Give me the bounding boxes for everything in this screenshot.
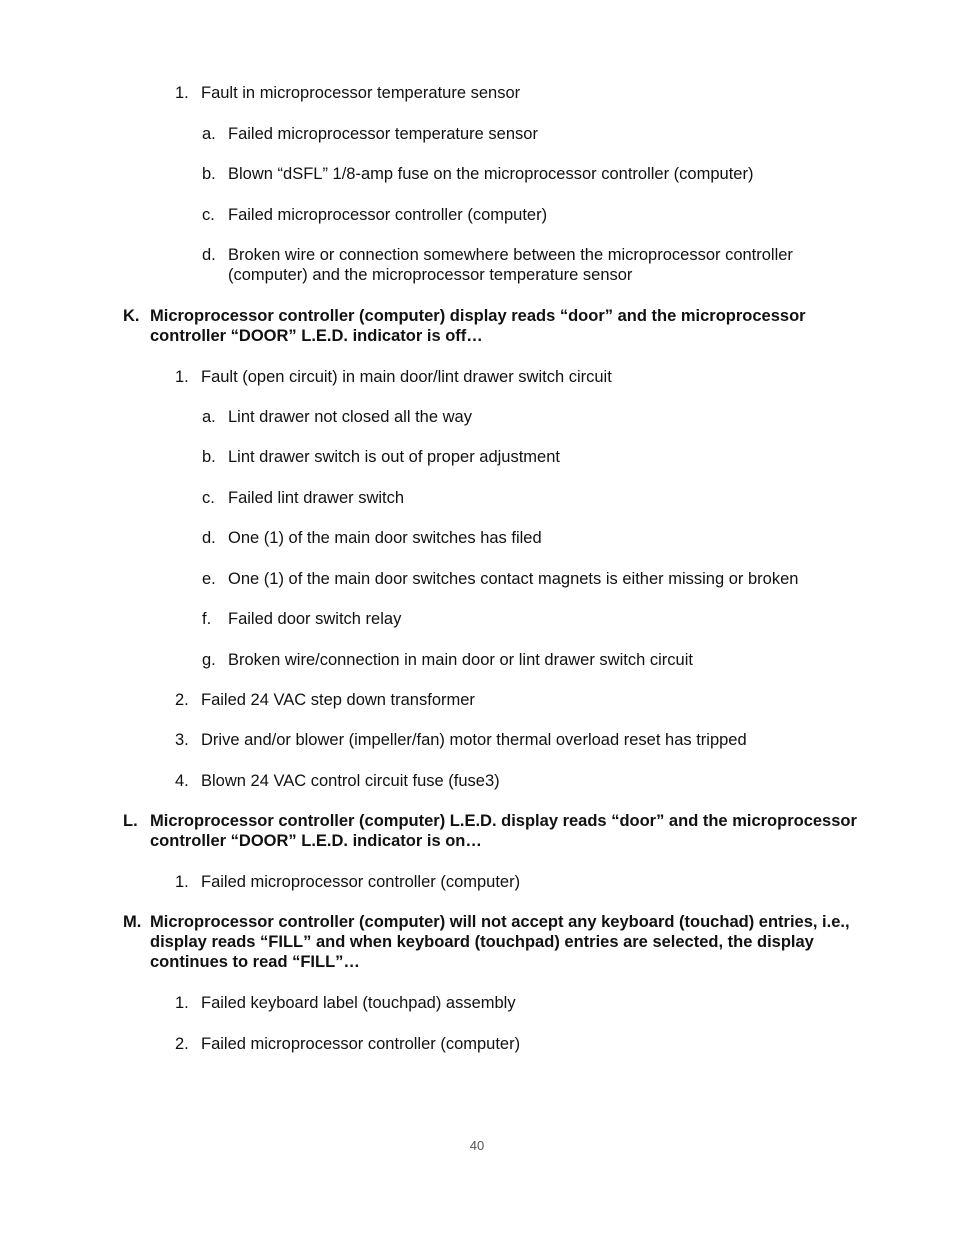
list-marker: a. [202, 408, 216, 426]
list-marker: c. [202, 206, 215, 224]
list-marker: f. [202, 610, 212, 628]
list-item-text: Broken wire or connection somewhere between the microprocessor controller (computer) and the microprocessor temperature sensor [228, 246, 793, 284]
list-marker: 1. [175, 873, 189, 891]
list-item-text: Lint drawer switch is out of proper adjustment [228, 448, 560, 466]
list-item-text: Failed 24 VAC step down transformer [201, 691, 475, 709]
section-heading-text: Microprocessor controller (computer) display reads “door” and the microprocessor controller “DOOR” L.E.D. indicator is off… [150, 307, 806, 345]
list-item-lettered [202, 488, 842, 508]
list-item-numbered [175, 771, 875, 791]
list-marker: 1. [175, 368, 189, 386]
list-item-lettered [202, 650, 842, 670]
page-number: 40 [469, 1138, 485, 1153]
list-item-text: One (1) of the main door switches has filed [228, 529, 542, 547]
list-marker: 3. [175, 731, 189, 749]
list-item-text: Failed keyboard label (touchpad) assembly [201, 994, 516, 1012]
list-item-text: Failed microprocessor temperature sensor [228, 125, 538, 143]
section-marker: M. [123, 913, 142, 931]
list-marker: a. [202, 125, 216, 143]
list-marker: c. [202, 489, 215, 507]
list-item-numbered [175, 730, 875, 750]
list-item-numbered [175, 83, 875, 103]
list-item-text: Drive and/or blower (impeller/fan) motor thermal overload reset has tripped [201, 731, 747, 749]
list-item-numbered [175, 872, 875, 892]
section-heading-k [123, 306, 863, 346]
list-item-numbered [175, 993, 875, 1013]
list-item-lettered [202, 205, 842, 225]
list-item-lettered [202, 407, 842, 427]
list-item-text: Fault (open circuit) in main door/lint drawer switch circuit [201, 368, 612, 386]
list-item-text: Failed microprocessor controller (computer) [201, 873, 521, 891]
list-item-text: Blown “dSFL” 1/8-amp fuse on the microprocessor controller (computer) [228, 165, 754, 183]
list-item-text: Failed microprocessor controller (computer) [201, 1035, 521, 1053]
list-marker: 2. [175, 691, 189, 709]
section-heading-m [123, 912, 863, 972]
list-item-numbered [175, 1034, 875, 1054]
list-marker: b. [202, 448, 216, 466]
list-item-text: Blown 24 VAC control circuit fuse (fuse3) [201, 772, 500, 790]
list-item-numbered [175, 367, 875, 387]
section-heading-l [123, 811, 863, 851]
list-item-lettered [202, 124, 842, 144]
list-marker: 1. [175, 994, 189, 1012]
section-marker: K. [123, 307, 140, 325]
list-marker: b. [202, 165, 216, 183]
list-item-lettered [202, 245, 842, 285]
list-item-lettered [202, 609, 842, 629]
section-marker: L. [123, 812, 138, 830]
list-marker: 4. [175, 772, 189, 790]
section-heading-text: Microprocessor controller (computer) will not accept any keyboard (touchad) entries, i.e., display reads “FILL” and when keyboard (touchpad) entries are selected, the display continues to read “FILL”… [150, 913, 850, 971]
list-marker: 2. [175, 1035, 189, 1053]
list-marker: d. [202, 246, 216, 264]
list-item-text: Failed door switch relay [228, 610, 402, 628]
list-item-text: Failed lint drawer switch [228, 489, 405, 507]
list-item-text: One (1) of the main door switches contact magnets is either missing or broken [228, 570, 799, 588]
list-item-lettered [202, 528, 842, 548]
list-item-lettered [202, 447, 842, 467]
list-item-text: Failed microprocessor controller (computer) [228, 206, 548, 224]
section-heading-text: Microprocessor controller (computer) L.E.D. display reads “door” and the microprocessor controller “DOOR” L.E.D. indicator is on… [150, 812, 857, 850]
list-item-text: Fault in microprocessor temperature sensor [201, 84, 521, 102]
list-item-text: Broken wire/connection in main door or lint drawer switch circuit [228, 651, 693, 669]
list-item-text: Lint drawer not closed all the way [228, 408, 472, 426]
list-item-lettered [202, 164, 842, 184]
list-item-numbered [175, 690, 875, 710]
list-item-lettered [202, 569, 842, 589]
list-marker: e. [202, 570, 216, 588]
list-marker: d. [202, 529, 216, 547]
list-marker: 1. [175, 84, 189, 102]
list-marker: g. [202, 651, 216, 669]
